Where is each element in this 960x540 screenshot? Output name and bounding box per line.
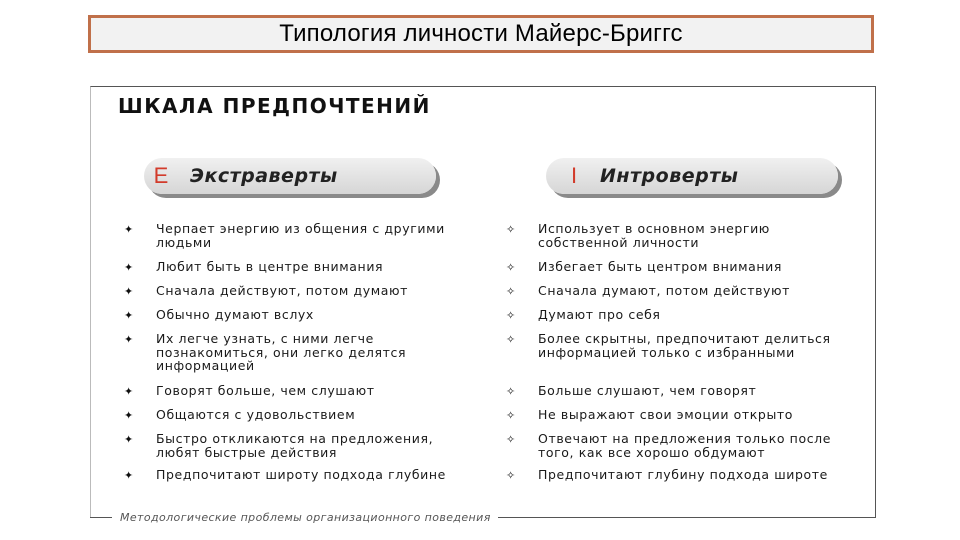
list-item-text: Сначала действуют, потом думают [156, 283, 409, 298]
bullet-icon: ✧ [506, 285, 516, 298]
extraverts-label: Экстраверты [190, 165, 338, 187]
list-item-text: Любит быть в центре внимания [156, 259, 384, 274]
bullet-icon: ✦ [124, 223, 134, 236]
bullet-icon: ✧ [506, 333, 516, 346]
list-item [506, 222, 858, 249]
list-item-text: Их легче узнать, с ними легче познакомиться, они легко делятся информацией [156, 331, 407, 373]
list-item-text: Использует в основном энергию собственной личности [538, 221, 770, 250]
bullet-icon: ✧ [506, 261, 516, 274]
list-item-text: Предпочитают глубину подхода широте [538, 467, 828, 482]
list-item [124, 468, 476, 483]
list-item [124, 308, 476, 323]
scale-heading: ШКАЛА ПРЕДПОЧТЕНИЙ [118, 94, 431, 118]
slide-title: Типология личности Майерс-Бриггс [279, 20, 683, 47]
bullet-icon: ✦ [124, 409, 134, 422]
list-item-text: Быстро откликаются на предложения, любят быстрые действия [156, 431, 434, 460]
list-item-text: Общаются с удовольствием [156, 407, 356, 422]
list-item-text: Думают про себя [538, 307, 661, 322]
list-item-text: Предпочитают широту подхода глубине [156, 467, 446, 482]
list-item [506, 332, 858, 359]
bullet-icon: ✧ [506, 309, 516, 322]
list-item [124, 332, 476, 373]
list-item-text: Избегает быть центром внимания [538, 259, 782, 274]
extraverts-header [144, 158, 436, 194]
bullet-icon: ✦ [124, 285, 134, 298]
bullet-icon: ✧ [506, 223, 516, 236]
list-item-text: Черпает энергию из общения с другими людьми [156, 221, 445, 250]
list-item-text: Говорят больше, чем слушают [156, 383, 375, 398]
slide-title-box [88, 15, 874, 53]
bullet-icon: ✧ [506, 469, 516, 482]
list-item [506, 308, 858, 323]
list-item-text: Обычно думают вслух [156, 307, 314, 322]
list-item [506, 284, 858, 299]
list-item-text: Больше слушают, чем говорят [538, 383, 757, 398]
bullet-icon: ✦ [124, 333, 134, 346]
source-caption: Методологические проблемы организационного поведения [120, 511, 491, 524]
bullet-icon: ✦ [124, 433, 134, 446]
list-item [124, 432, 476, 459]
list-item [506, 432, 858, 459]
list-item-text: Сначала думают, потом действуют [538, 283, 791, 298]
bullet-icon: ✧ [506, 409, 516, 422]
list-item [124, 222, 476, 249]
list-item [124, 284, 476, 299]
list-item [124, 408, 476, 423]
introverts-label: Интроверты [600, 165, 739, 187]
bullet-icon: ✦ [124, 309, 134, 322]
footer-divider-left [90, 517, 112, 518]
bullet-icon: ✦ [124, 385, 134, 398]
bullet-icon: ✧ [506, 433, 516, 446]
bullet-icon: ✦ [124, 261, 134, 274]
footer-divider-right [498, 517, 876, 518]
extraverts-letter: E [153, 163, 169, 188]
list-item [506, 408, 858, 423]
list-item-text: Отвечают на предложения только после того, как все хорошо обдумают [538, 431, 832, 460]
bullet-icon: ✧ [506, 385, 516, 398]
list-item [506, 260, 858, 275]
bullet-icon: ✦ [124, 469, 134, 482]
list-item [124, 260, 476, 275]
introverts-letter: I [570, 163, 578, 188]
introverts-header [546, 158, 838, 194]
list-item [506, 468, 858, 483]
list-item-text: Более скрытны, предпочитают делиться информацией только с избранными [538, 331, 831, 360]
list-item [124, 384, 476, 399]
list-item [506, 384, 858, 399]
list-item-text: Не выражают свои эмоции открыто [538, 407, 794, 422]
